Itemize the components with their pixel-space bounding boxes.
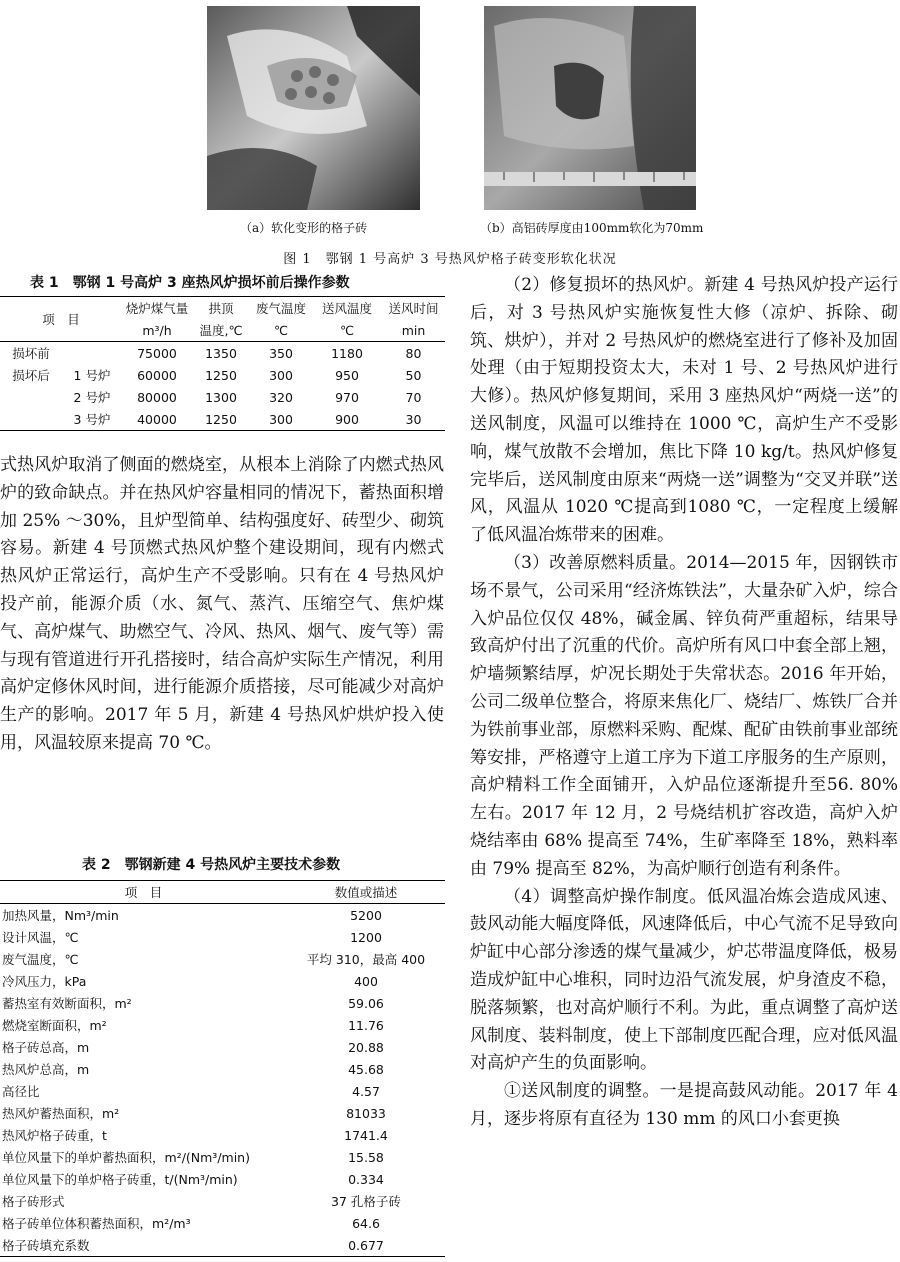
- table1-cell-blast: 950: [335, 367, 359, 383]
- table2-cell-item: 废气温度，℃: [2, 952, 79, 967]
- table2-header-item: 项 目: [124, 885, 163, 900]
- table1-cell-group: 损坏前: [12, 346, 50, 361]
- table2-cell-item: 热风炉蓄热面积，m²: [2, 1106, 120, 1121]
- table2-cell-item: 单位风量下的单炉格子砖重，t/(Nm³/min): [2, 1172, 238, 1187]
- table-row: [0, 1102, 445, 1124]
- table2-cell-value: 20.88: [348, 1039, 384, 1055]
- table2-cell-value: 81033: [346, 1105, 386, 1121]
- photo-softened-checker-brick: [207, 6, 420, 210]
- table1-cell-blast: 970: [335, 389, 359, 405]
- table-row: [0, 364, 445, 386]
- table2-cell-item: 冷风压力，kPa: [2, 974, 87, 989]
- table1-title: 表 1 鄂钢 1 号高炉 3 座热风炉损坏前后操作参数: [30, 275, 350, 291]
- table-row: [0, 1168, 445, 1190]
- table1-cell-dome: 1250: [205, 411, 237, 427]
- table1-col-gas-unit: m³/h: [142, 322, 172, 338]
- table1-cell-waste: 300: [269, 411, 293, 427]
- right-body-text: [470, 272, 898, 1134]
- table-row: [0, 1036, 445, 1058]
- table1-cell-gas: 75000: [137, 345, 177, 361]
- table1-cell-time: 50: [405, 367, 422, 383]
- table1-cell-dome: 1250: [205, 367, 237, 383]
- table2-header-row: [0, 881, 445, 904]
- table2-cell-item: 格子砖总高，m: [2, 1040, 90, 1055]
- table2-cell-item: 加热风量，Nm³/min: [2, 908, 119, 923]
- table2-cell-item: 热风炉格子砖重，t: [2, 1128, 107, 1143]
- table1-cell-sub: 1 号炉: [73, 368, 111, 383]
- left-body-text: 式热风炉取消了侧面的燃烧室，从根本上消除了内燃式热风炉的致命缺点。并在热风炉容量相同的情况下，蓄热面积增加 25% ～30%，且炉型简单、结构强度好、砖型少、砌筑容易。新建 4 号顶燃式热风炉整个建设期间，现有内燃式热风炉正常运行，高炉生产不受影响。只有在 4 号热风炉投产前，能源介质（水、氮气、蒸汽、压缩空气、焦炉煤气、高炉煤气、助燃空气、冷风、热风、烟气、废气等）需与现有管道进行开孔搭接时，结合高炉实际生产情况，利用高炉定修休风时间，进行能源介质搭接，尽可能减少对高炉生产的影响。2017 年 5 月，新建 4 号热风炉烘炉投入使用，风温较原来提高 70 ℃。: [0, 455, 444, 753]
- figure-caption-b: （b）高铝砖厚度由100mm软化为70mm: [480, 221, 704, 235]
- table1-cell-group: 损坏后: [12, 368, 50, 383]
- table1-cell-blast: 900: [335, 411, 359, 427]
- table2-cell-value: 37 孔格子砖: [331, 1194, 401, 1209]
- table2-cell-value: 0.334: [348, 1171, 384, 1187]
- table-row: [0, 970, 445, 992]
- table-row: [0, 904, 445, 927]
- table1-cell-gas: 80000: [137, 389, 177, 405]
- table2-header-value: 数值或描述: [334, 885, 398, 900]
- table1-cell-dome: 1300: [205, 389, 237, 405]
- table1-cell-sub: 3 号炉: [73, 412, 111, 427]
- table1-col-time-unit: min: [401, 322, 426, 338]
- table2-cell-value: 5200: [350, 907, 382, 923]
- photo-high-alumina-brick: [484, 6, 696, 210]
- table2-cell-item: 格子砖填充系数: [2, 1238, 90, 1253]
- table-row: [0, 926, 445, 948]
- table2: [0, 880, 445, 1257]
- table1-col-dome: 拱顶: [208, 301, 234, 316]
- table2-cell-value: 4.57: [352, 1083, 380, 1099]
- table-row: [0, 1234, 445, 1257]
- table2-cell-value: 45.68: [348, 1061, 384, 1077]
- table-row: [0, 1058, 445, 1080]
- table1-cell-waste: 300: [269, 367, 293, 383]
- table1-cell-gas: 60000: [137, 367, 177, 383]
- table1-col-dome-unit: 温度,℃: [199, 323, 243, 338]
- table2-cell-value: 59.06: [348, 995, 384, 1011]
- table-row: [0, 1080, 445, 1102]
- table1: [0, 296, 445, 431]
- figure-caption-a: （a）软化变形的格子砖: [240, 221, 368, 235]
- table2-cell-value: 400: [354, 973, 378, 989]
- table2-cell-value: 0.677: [348, 1237, 384, 1253]
- table1-cell-group: [0, 386, 62, 408]
- table2-cell-item: 燃烧室断面积，m²: [2, 1018, 107, 1033]
- table-row: [0, 1212, 445, 1234]
- table2-cell-item: 热风炉总高，m: [2, 1062, 90, 1077]
- table1-cell-waste: 350: [269, 345, 293, 361]
- table1-header-row-1: [0, 297, 445, 320]
- table1-col-blast-unit: ℃: [339, 322, 355, 338]
- table2-cell-item: 高径比: [2, 1084, 40, 1099]
- table1-cell-gas: 40000: [137, 411, 177, 427]
- table-row: [0, 342, 445, 365]
- paragraph-operation-system: （4）调整高炉操作制度。低风温冶炼会造成风速、鼓风动能大幅度降低，风速降低后，中心气流不足导致向炉缸中心部分渗透的煤气量减少，炉芯带温度降低，极易造成炉缸中心堆积，同时边沿气流发展，炉身渣皮不稳，脱落频繁，也对高炉顺行不利。为此，重点调整了高炉送风制度、装料制度，使上下部制度匹配合理，应对低风温对高炉产生的负面影响。: [470, 886, 898, 1074]
- table2-cell-value: 15.58: [348, 1149, 384, 1165]
- table-row: [0, 408, 445, 431]
- figure-caption: 图 1 鄂钢 1 号高炉 3 号热风炉格子砖变形软化状况: [283, 252, 617, 267]
- table2-cell-value: 11.76: [348, 1017, 384, 1033]
- table1-cell-sub: [62, 342, 122, 365]
- table-row: [0, 1190, 445, 1212]
- table1-col-time: 送风时间: [388, 301, 439, 316]
- table1-cell-group: [0, 408, 62, 431]
- table-row: [0, 948, 445, 970]
- table2-cell-value: 平均 310，最高 400: [306, 952, 426, 967]
- table2-cell-item: 格子砖单位体积蓄热面积，m²/m³: [2, 1216, 191, 1231]
- paragraph-blast-system: ①送风制度的调整。一是提高鼓风动能。2017 年 4 月，逐步将原有直径为 130 mm 的风口小套更换: [470, 1081, 898, 1129]
- table2-title: 表 2 鄂钢新建 4 号热风炉主要技术参数: [82, 857, 341, 873]
- table-row: [0, 992, 445, 1014]
- table1-cell-blast: 1180: [331, 345, 363, 361]
- table2-cell-item: 设计风温，℃: [2, 930, 79, 945]
- table1-col-blast: 送风温度: [321, 301, 372, 316]
- table2-cell-value: 1741.4: [344, 1127, 388, 1143]
- table2-cell-item: 单位风量下的单炉蓄热面积，m²/(Nm³/min): [2, 1150, 250, 1165]
- table-row: [0, 1124, 445, 1146]
- table1-cell-time: 70: [405, 389, 422, 405]
- table1-cell-dome: 1350: [205, 345, 237, 361]
- table2-cell-item: 格子砖形式: [2, 1194, 65, 1209]
- table-row: [0, 1146, 445, 1168]
- table1-col-waste: 废气温度: [255, 301, 306, 316]
- paragraph-raw-material: （3）改善原燃料质量。2014—2015 年，因钢铁市场不景气，公司采用“经济炼铁法”，大量杂矿入炉，综合入炉品位仅仅 48%，碱金属、锌负荷严重超标，结果导致高炉付出了沉重的代价。高炉所有风口中套全部上翘，炉墙频繁结厚，炉况长期处于失常状态。2016 年开始，公司二级单位整合，将原来焦化厂、烧结厂、炼铁厂合并为铁前事业部，原燃料采购、配煤、配矿由铁前事业部统筹安排，严格遵守上道工序为下道工序服务的生产原则，高炉精料工作全面铺开，入炉品位逐渐提升至56. 80% 左右。2017 年 12 月，2 号烧结机扩容改造，高炉入炉烧结率由 68% 提高至 74%，生矿率降至 18%，熟料率由 79% 提高至 82%，为高炉顺行创造有利条件。: [470, 552, 898, 879]
- table1-cell-time: 80: [405, 345, 422, 361]
- table2-cell-value: 64.6: [352, 1215, 380, 1231]
- table1-cell-sub: 2 号炉: [73, 390, 111, 405]
- table1-cell-waste: 320: [269, 389, 293, 405]
- table2-cell-value: 1200: [350, 929, 382, 945]
- table-row: [0, 386, 445, 408]
- table1-cell-time: 30: [405, 411, 422, 427]
- paragraph-repair-stoves: （2）修复损坏的热风炉。新建 4 号热风炉投产运行后，对 3 号热风炉实施恢复性大修（凉炉、拆除、砌筑、烘炉），并对 2 号热风炉的燃烧室进行了修补及加固处理（由于短期投资太大，未对 1 号、2 号热风炉进行大修）。热风炉修复期间，采用 3 座热风炉“两烧一送”的送风制度，风温可以维持在 1000 ℃，高炉生产不受影响，煤气放散不会增加，焦比下降 10 kg/t。热风炉修复完毕后，送风制度由原来“两烧一送”调整为“交叉并联”送风，风温从 1020 ℃提高到1080 ℃，一定程度上缓解了低风温冶炼带来的困难。: [470, 275, 898, 546]
- table1-header-item: 项 目: [42, 312, 80, 327]
- table1-col-waste-unit: ℃: [273, 322, 289, 338]
- table1-col-gas: 烧炉煤气量: [125, 301, 189, 316]
- table2-cell-item: 蓄热室有效断面积，m²: [2, 996, 132, 1011]
- table-row: [0, 1014, 445, 1036]
